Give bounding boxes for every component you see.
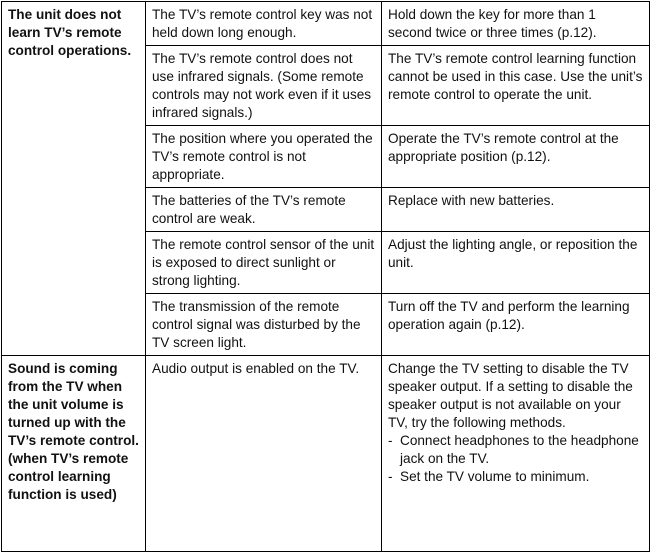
problem-cell: Sound is coming from the TV when the unit volume is turned up with the TV’s remote control. (when TV’s remote control learning function is used) [2, 356, 146, 552]
cause-cell: Audio output is enabled on the TV. [146, 356, 382, 552]
problem-cell: The unit does not learn TV’s remote control operations. [2, 2, 146, 356]
solution-cell: Replace with new batteries. [382, 188, 650, 232]
solution-cell [382, 356, 650, 552]
solution-text: Change the TV setting to disable the TV speaker output. If a setting to disable the speaker output is not available on your TV, try the following methods. [388, 361, 633, 430]
solution-cell: Operate the TV’s remote control at the appropriate position (p.12). [382, 126, 650, 188]
solution-cell: The TV’s remote control learning function cannot be used in this case. Use the unit’s remote control to operate the unit. [382, 46, 650, 126]
cause-cell: The transmission of the remote control signal was disturbed by the TV screen light. [146, 294, 382, 356]
cause-cell: The position where you operated the TV’s remote control is not appropriate. [146, 126, 382, 188]
cause-cell: The TV’s remote control key was not held down long enough. [146, 2, 382, 46]
cause-cell: The TV’s remote control does not use infrared signals. (Some remote controls may not work even if it uses infrared signals.) [146, 46, 382, 126]
cause-cell: The remote control sensor of the unit is exposed to direct sunlight or strong lighting. [146, 232, 382, 294]
troubleshooting-table [1, 1, 650, 552]
solution-cell: Turn off the TV and perform the learning operation again (p.12). [382, 294, 650, 356]
solution-cell: Hold down the key for more than 1 second twice or three times (p.12). [382, 2, 650, 46]
list-item: - Connect headphones to the headphone jack on the TV. [388, 432, 643, 468]
method-list [388, 432, 643, 486]
solution-cell: Adjust the lighting angle, or reposition the unit. [382, 232, 650, 294]
cause-cell: The batteries of the TV’s remote control are weak. [146, 188, 382, 232]
table-row [2, 2, 650, 46]
list-item: - Set the TV volume to minimum. [388, 468, 643, 486]
table-row [2, 356, 650, 552]
